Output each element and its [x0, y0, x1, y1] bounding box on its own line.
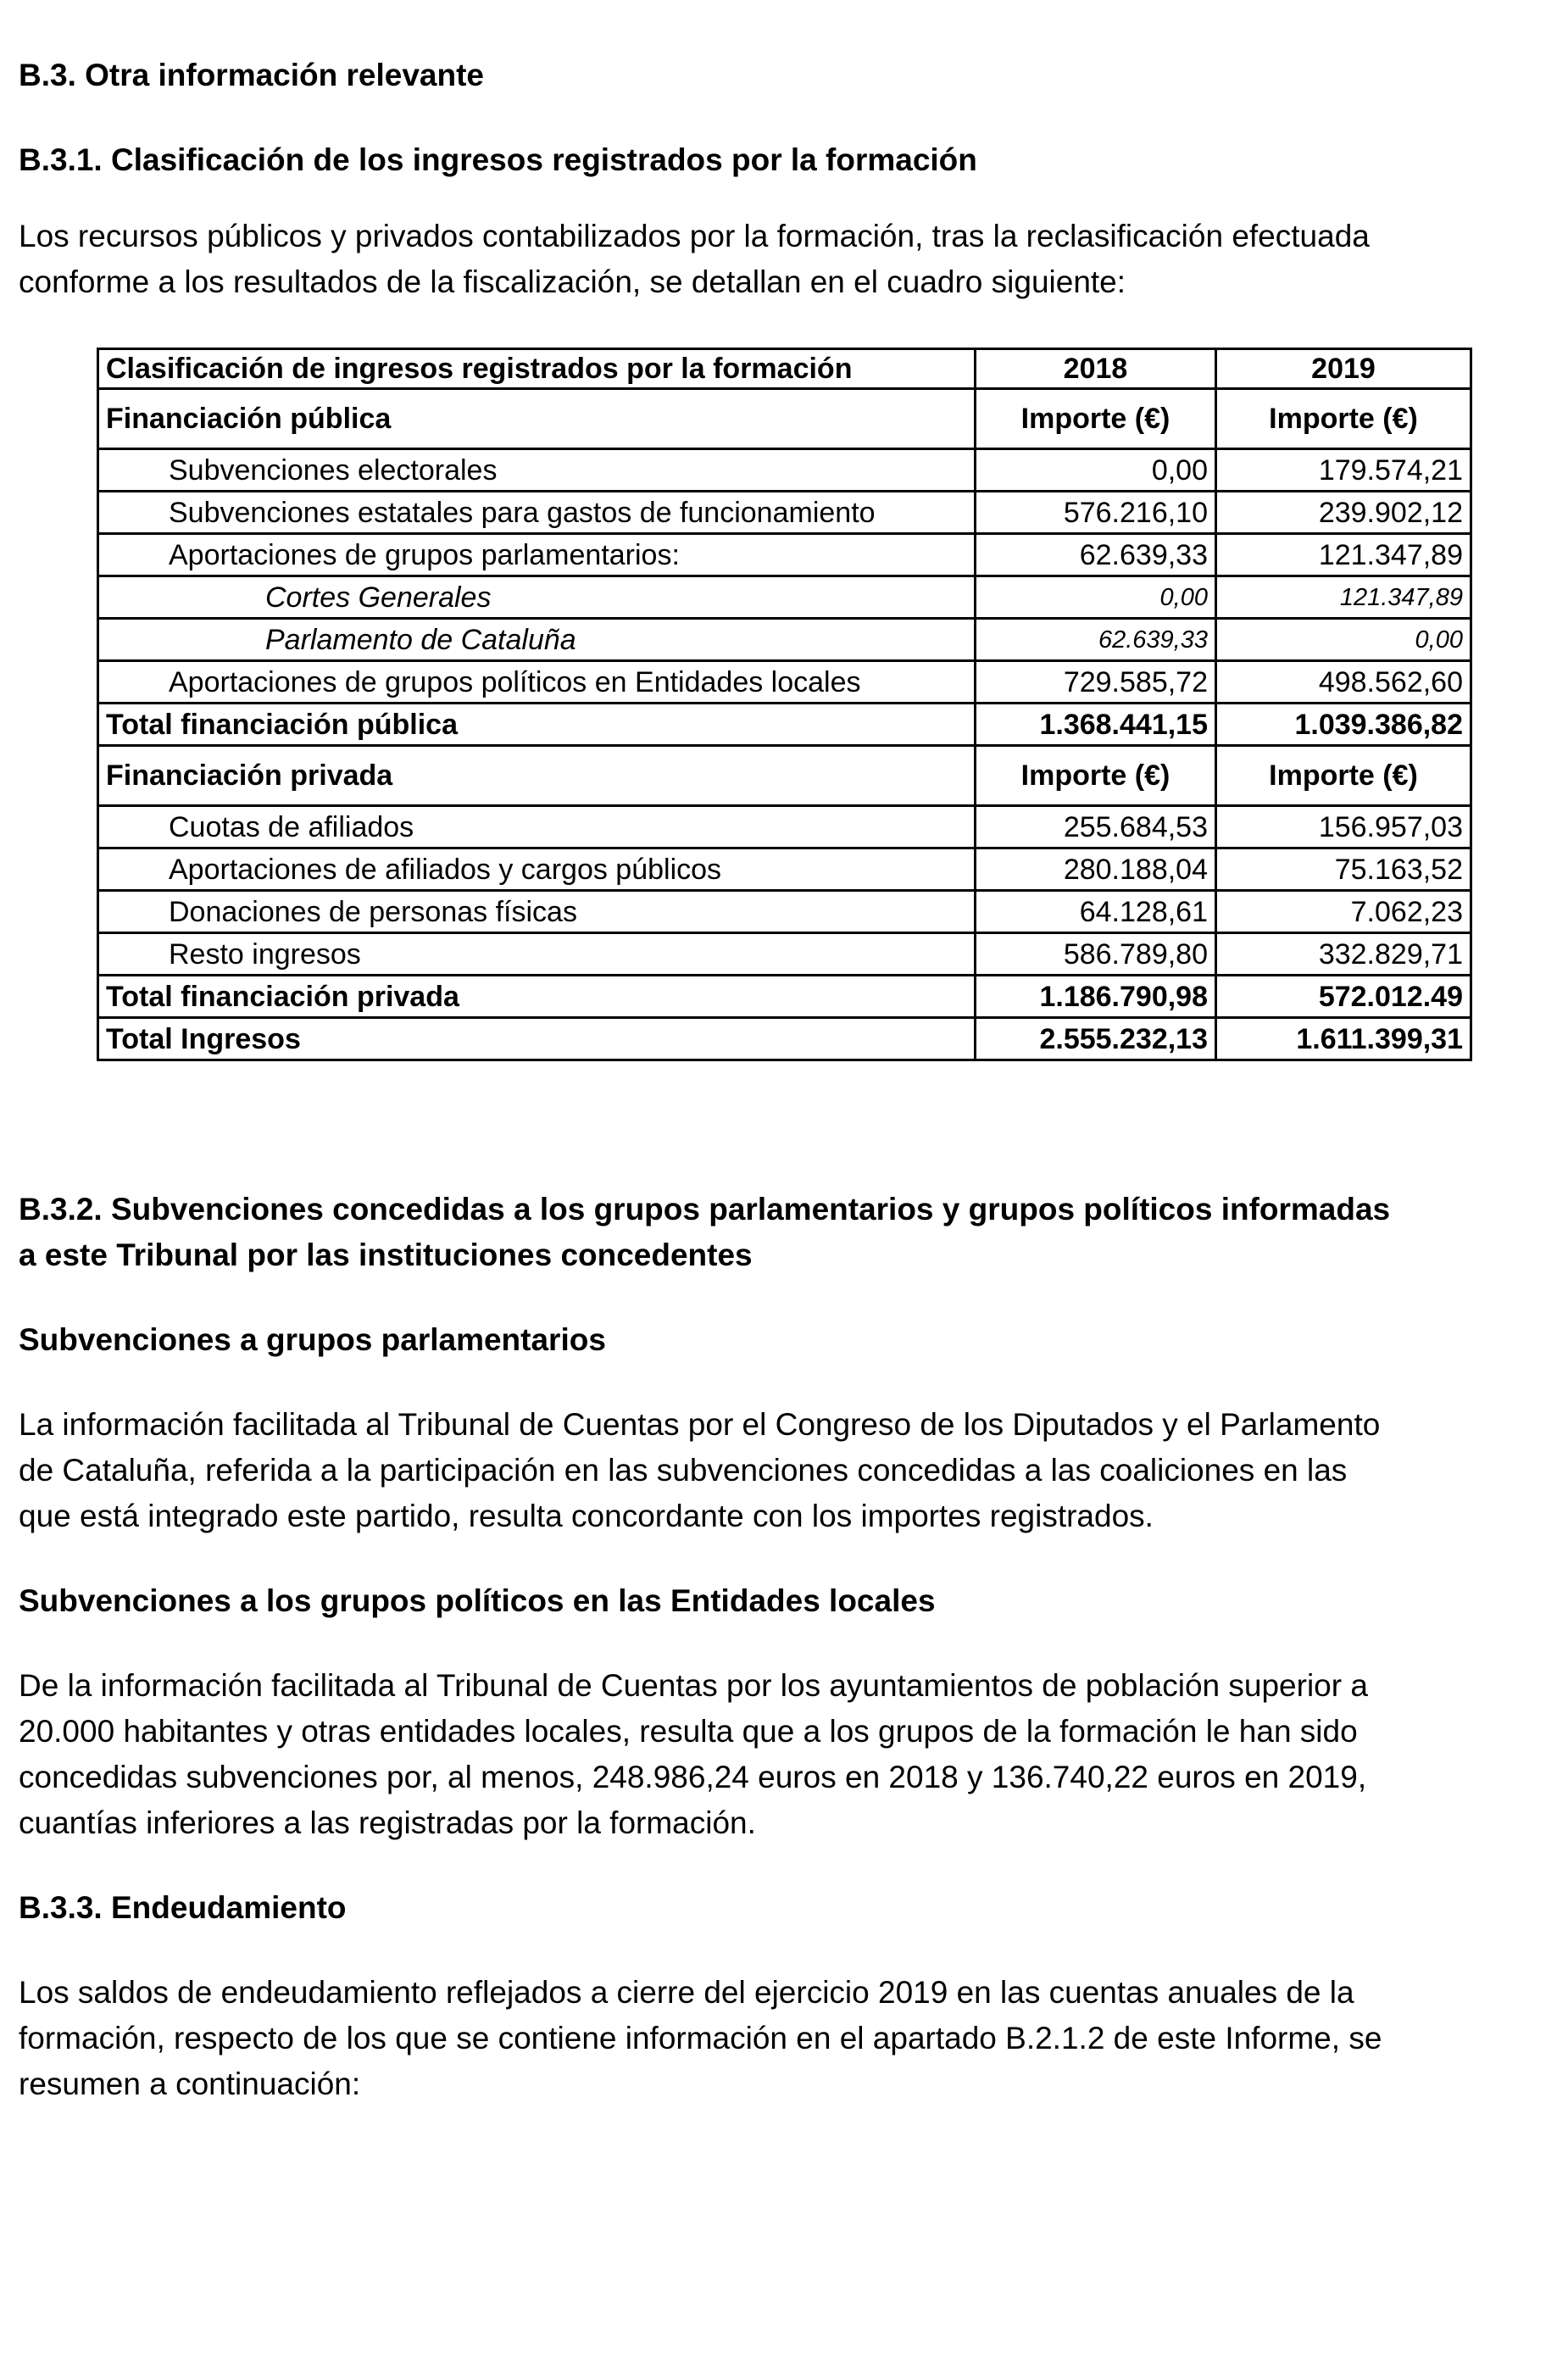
subrow-value-2018: 62.639,33 [976, 619, 1216, 661]
row-value-2018: 576.216,10 [976, 492, 1216, 534]
row-value-2018: 280.188,04 [976, 848, 1216, 891]
debt-paragraph-line-2: formación, respecto de los que se contiene información en el apartado B.2.1.2 de este Informe, se [19, 2021, 1382, 2055]
table-row [98, 661, 1471, 704]
row-value-2018: 729.585,72 [976, 661, 1216, 704]
debt-paragraph-line-3: resumen a continuación: [19, 2067, 361, 2101]
row-label: Aportaciones de afiliados y cargos públicos [98, 848, 976, 891]
public-section-label: Financiación pública [98, 389, 976, 449]
grand-total-row [98, 1018, 1471, 1060]
subrow-label: Cortes Generales [98, 576, 976, 619]
private-unit-2019: Importe (€) [1216, 746, 1471, 806]
row-value-2019: 121.347,89 [1216, 534, 1471, 576]
debt-paragraph-line-1: Los saldos de endeudamiento reflejados a cierre del ejercicio 2019 en las cuentas anuales de la [19, 1975, 1354, 2010]
public-total-label: Total financiación pública [98, 704, 976, 746]
grand-total-label: Total Ingresos [98, 1018, 976, 1060]
row-value-2018: 62.639,33 [976, 534, 1216, 576]
subsection-title-b32-line-1: B.3.2. Subvenciones concedidas a los grupos parlamentarios y grupos políticos informadas [19, 1192, 1391, 1227]
subrow-value-2018: 0,00 [976, 576, 1216, 619]
subrow-value-2019: 0,00 [1216, 619, 1471, 661]
row-value-2019: 75.163,52 [1216, 848, 1471, 891]
parliamentary-groups-heading: Subvenciones a grupos parlamentarios [19, 1322, 606, 1357]
row-value-2019: 239.902,12 [1216, 492, 1471, 534]
row-label: Aportaciones de grupos políticos en Entidades locales [98, 661, 976, 704]
subsection-title-b33: B.3.3. Endeudamiento [19, 1890, 347, 1925]
private-total-2018: 1.186.790,98 [976, 976, 1216, 1018]
table-row [98, 492, 1471, 534]
row-value-2019: 156.957,03 [1216, 806, 1471, 848]
row-label: Aportaciones de grupos parlamentarios: [98, 534, 976, 576]
private-total-2019: 572.012.49 [1216, 976, 1471, 1018]
table-row [98, 848, 1471, 891]
parliamentary-paragraph-line-2: de Cataluña, referida a la participación en las subvenciones concedidas a las coaliciones en las [19, 1453, 1348, 1488]
public-total-2019: 1.039.386,82 [1216, 704, 1471, 746]
local-paragraph-line-3: concedidas subvenciones por, al menos, 248.986,24 euros en 2018 y 136.740,22 euros en 2019, [19, 1760, 1367, 1794]
row-label: Subvenciones estatales para gastos de funcionamiento [98, 492, 976, 534]
public-total-2018: 1.368.441,15 [976, 704, 1216, 746]
intro-line-1: Los recursos públicos y privados contabilizados por la formación, tras la reclasificación efectuada [19, 219, 1370, 253]
table-row [98, 534, 1471, 576]
parliamentary-paragraph-line-1: La información facilitada al Tribunal de Cuentas por el Congreso de los Diputados y el Parlamento [19, 1407, 1381, 1442]
private-unit-2018: Importe (€) [976, 746, 1216, 806]
public-total-row [98, 704, 1471, 746]
row-value-2018: 586.789,80 [976, 933, 1216, 976]
row-label: Cuotas de afiliados [98, 806, 976, 848]
row-value-2019: 7.062,23 [1216, 891, 1471, 933]
local-paragraph-line-4: cuantías inferiores a las registradas por la formación. [19, 1805, 756, 1840]
row-value-2019: 179.574,21 [1216, 449, 1471, 492]
private-total-label: Total financiación privada [98, 976, 976, 1018]
subrow-label: Parlamento de Cataluña [98, 619, 976, 661]
subsection-title-b31: B.3.1. Clasificación de los ingresos registrados por la formación [19, 142, 977, 177]
local-entities-heading: Subvenciones a los grupos políticos en las Entidades locales [19, 1583, 936, 1618]
row-value-2019: 332.829,71 [1216, 933, 1471, 976]
header-2019: 2019 [1216, 349, 1471, 389]
row-value-2018: 255.684,53 [976, 806, 1216, 848]
section-title: B.3. Otra información relevante [19, 58, 485, 92]
row-value-2018: 64.128,61 [976, 891, 1216, 933]
income-classification-table [97, 348, 1472, 1061]
row-label: Resto ingresos [98, 933, 976, 976]
intro-line-2: conforme a los resultados de la fiscalización, se detallan en el cuadro siguiente: [19, 264, 1126, 299]
header-2018: 2018 [976, 349, 1216, 389]
table-subrow [98, 576, 1471, 619]
public-unit-2018: Importe (€) [976, 389, 1216, 449]
row-label: Subvenciones electorales [98, 449, 976, 492]
private-total-row [98, 976, 1471, 1018]
private-section-label: Financiación privada [98, 746, 976, 806]
table-header-row [98, 349, 1471, 389]
private-section-row [98, 746, 1471, 806]
public-section-row [98, 389, 1471, 449]
grand-total-2018: 2.555.232,13 [976, 1018, 1216, 1060]
table-row [98, 933, 1471, 976]
subrow-value-2019: 121.347,89 [1216, 576, 1471, 619]
row-label: Donaciones de personas físicas [98, 891, 976, 933]
header-label: Clasificación de ingresos registrados por la formación [98, 349, 976, 389]
grand-total-2019: 1.611.399,31 [1216, 1018, 1471, 1060]
row-value-2018: 0,00 [976, 449, 1216, 492]
public-unit-2019: Importe (€) [1216, 389, 1471, 449]
local-paragraph-line-2: 20.000 habitantes y otras entidades locales, resulta que a los grupos de la formación le han sido [19, 1714, 1358, 1749]
table-row [98, 806, 1471, 848]
subsection-title-b32-line-2: a este Tribunal por las instituciones concedentes [19, 1238, 753, 1272]
parliamentary-paragraph-line-3: que está integrado este partido, resulta concordante con los importes registrados. [19, 1499, 1154, 1533]
local-paragraph-line-1: De la información facilitada al Tribunal de Cuentas por los ayuntamientos de población superior a [19, 1668, 1368, 1703]
table-row [98, 449, 1471, 492]
row-value-2019: 498.562,60 [1216, 661, 1471, 704]
table-subrow [98, 619, 1471, 661]
table-row [98, 891, 1471, 933]
